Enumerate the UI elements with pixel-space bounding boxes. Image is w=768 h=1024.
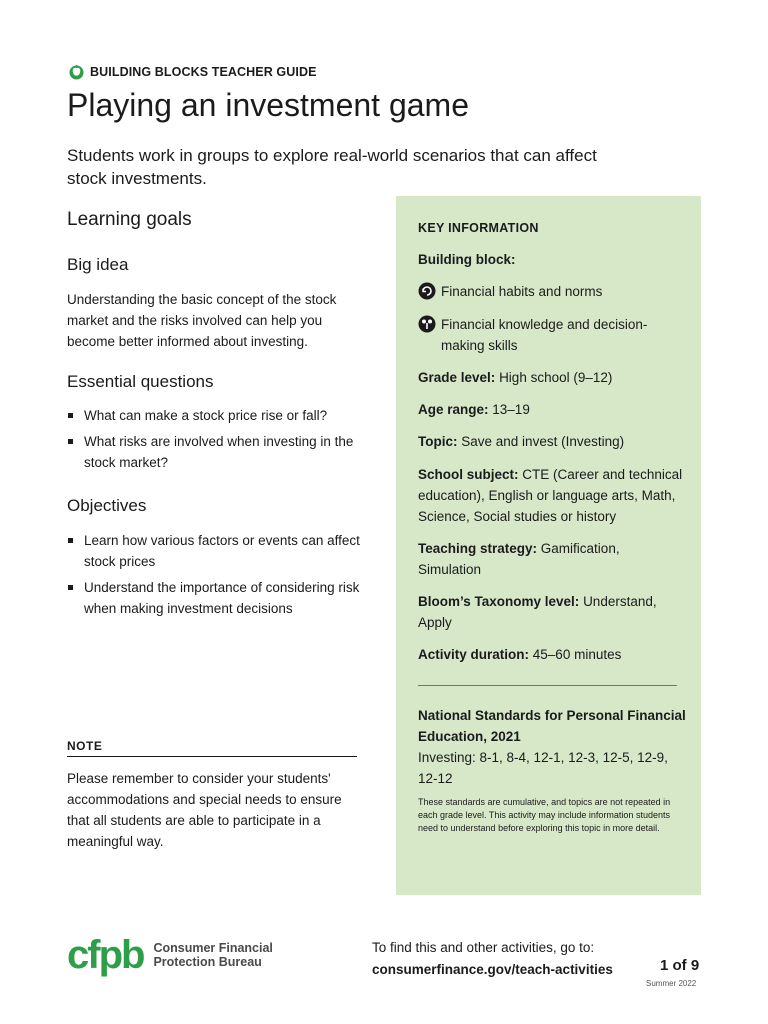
page-subtitle: Students work in groups to explore real-world scenarios that can affect stock investments.: [67, 146, 597, 188]
essential-questions-list: [67, 405, 372, 478]
apple-icon: [68, 63, 85, 80]
guide-label-text: BUILDING BLOCKS TEACHER GUIDE: [90, 64, 317, 79]
knowledge-icon: [418, 315, 436, 333]
list-item: What risks are involved when investing in the stock market?: [67, 431, 372, 473]
edition-date: Summer 2022: [646, 979, 697, 988]
guide-label: [68, 63, 317, 80]
activity-duration: Activity duration: 45–60 minutes: [418, 647, 622, 662]
building-block-item: [418, 314, 686, 356]
big-idea-text: Understanding the basic concept of the stock market and the risks involved can help you become better informed about investing.: [67, 292, 337, 349]
essential-questions-heading: Essential questions: [67, 372, 214, 391]
big-idea-heading: Big idea: [67, 255, 129, 274]
cfpb-logo-mark: cfpb: [67, 933, 144, 977]
learning-goals-heading: Learning goals: [67, 209, 192, 230]
list-item: What can make a stock price rise or fall?: [67, 405, 372, 426]
divider: [418, 685, 677, 686]
blooms-taxonomy-level: Bloom’s Taxonomy level: Understand, Apply: [418, 594, 657, 630]
grade-level: Grade level: High school (9–12): [418, 370, 613, 385]
footer-url-link[interactable]: consumerfinance.gov/teach-activities: [372, 962, 613, 977]
cfpb-logo: [67, 935, 273, 975]
building-block-label: Building block:: [418, 252, 516, 267]
standards-note: These standards are cumulative, and topics are not repeated in each grade level. This activity may include information students need to understand before exploring this topic in more detail.: [418, 797, 671, 833]
footer-find: [372, 937, 613, 981]
objectives-list: [67, 530, 377, 624]
building-block-item: [418, 281, 686, 302]
footer-find-text: To find this and other activities, go to:: [372, 940, 595, 955]
school-subject: School subject: CTE (Career and technical education), English or language arts, Math, Science, Social studies or history: [418, 467, 683, 524]
org-name: Consumer Financial Protection Bureau: [153, 941, 273, 969]
page-number: 1 of 9: [660, 957, 700, 974]
objectives-heading: Objectives: [67, 496, 147, 515]
key-information-box: [396, 196, 701, 895]
list-item: Learn how various factors or events can affect stock prices: [67, 530, 377, 572]
age-range: Age range: 13–19: [418, 402, 530, 417]
building-block-label-1: Financial habits and norms: [441, 284, 603, 299]
standards-title: National Standards for Personal Financial Education, 2021: [418, 708, 686, 744]
standards-list: Investing: 8-1, 8-4, 12-1, 12-3, 12-5, 12-9, 12-12: [418, 750, 668, 786]
teaching-strategy: Teaching strategy: Gamification, Simulation: [418, 541, 620, 577]
list-item: Understand the importance of considering risk when making investment decisions: [67, 577, 377, 619]
page-title: Playing an investment game: [67, 87, 469, 123]
building-block-label-2: Financial knowledge and decision-making skills: [441, 317, 648, 353]
note-text: Please remember to consider your students' accommodations and special needs to ensure that all students are able to participate in a meaningful way.: [67, 771, 342, 849]
habits-icon: [418, 282, 436, 300]
note-heading: NOTE: [67, 739, 357, 757]
key-information-heading: KEY INFORMATION: [418, 221, 539, 235]
topic: Topic: Save and invest (Investing): [418, 434, 625, 449]
